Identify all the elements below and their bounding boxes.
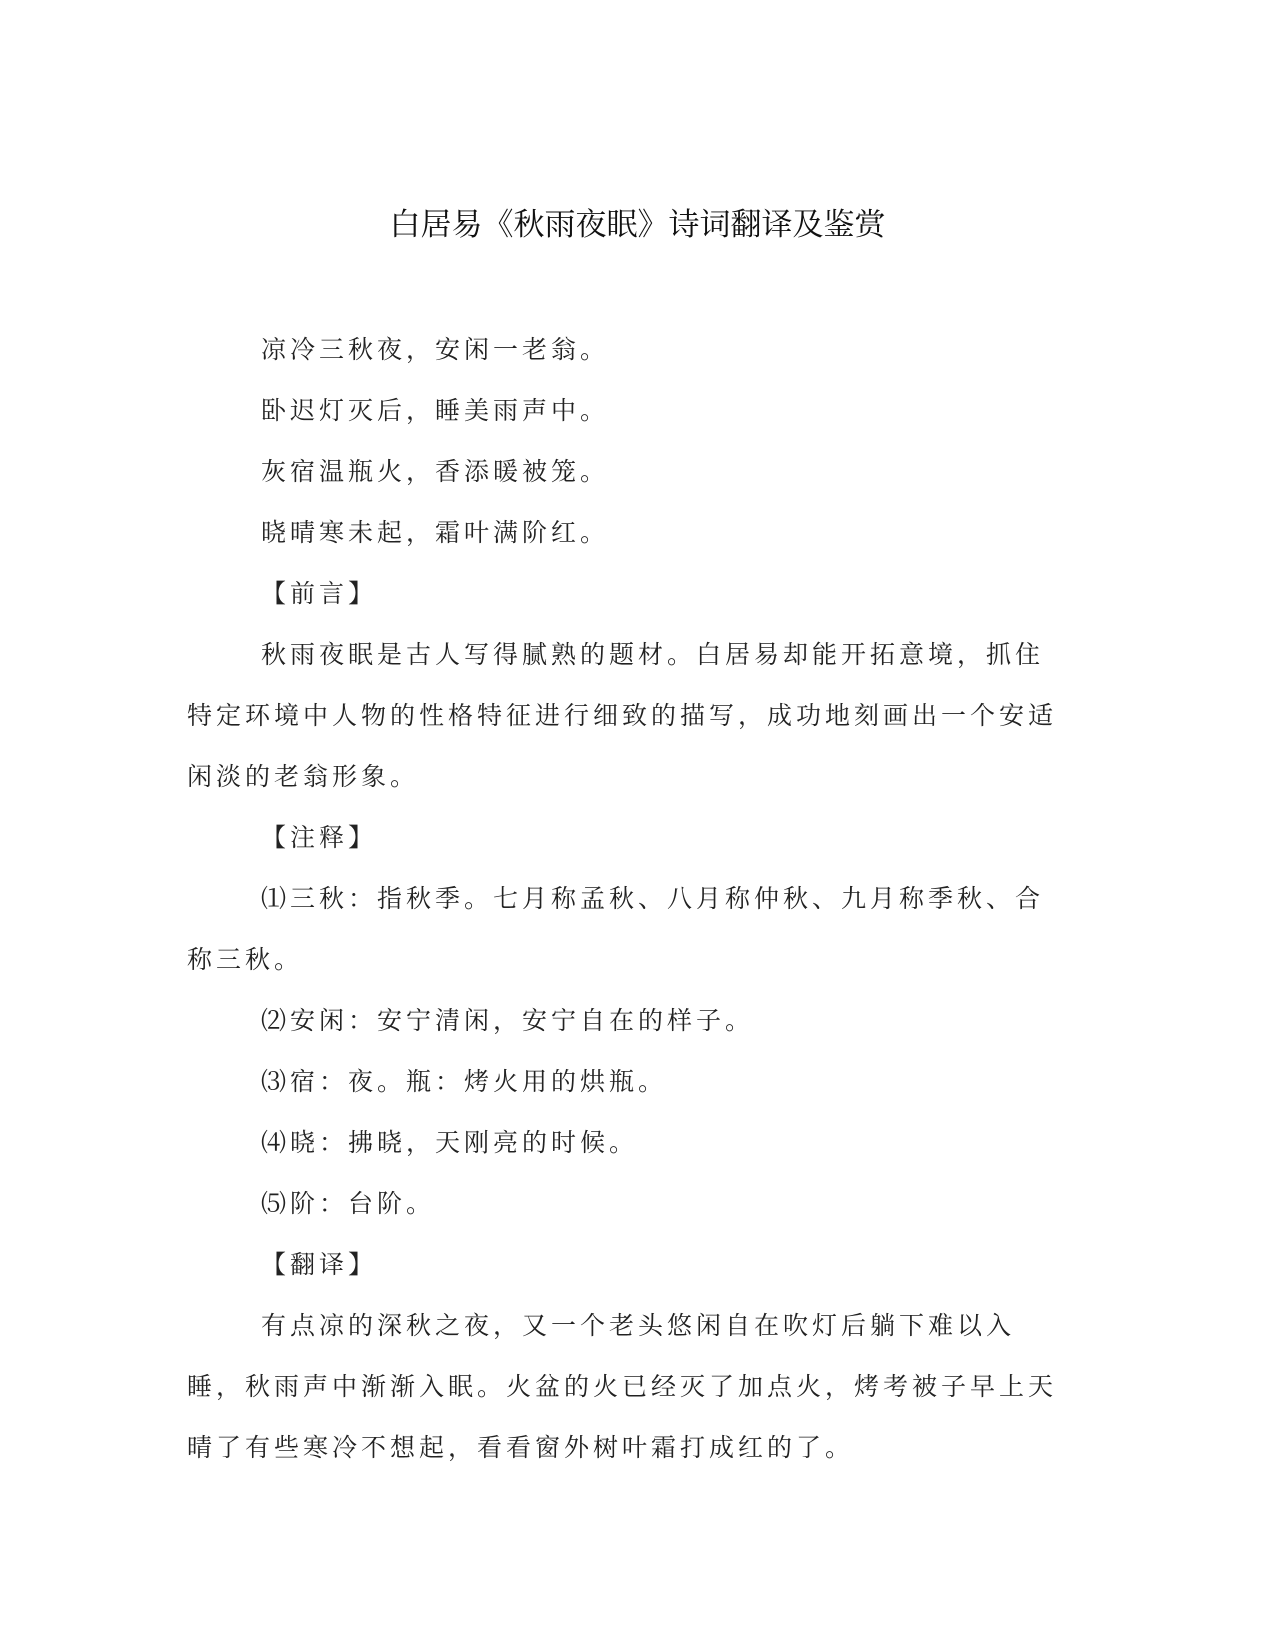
poem-line: 晓晴寒未起，霜叶满阶红。 <box>261 518 610 547</box>
poem-line: 凉冷三秋夜，安闲一老翁。 <box>261 335 610 364</box>
note-item: ⑶宿：夜。瓶：烤火用的烘瓶。 <box>261 1067 668 1096</box>
translation-heading: 【翻译】 <box>261 1250 378 1279</box>
note-item: ⑸阶：台阶。 <box>261 1189 436 1218</box>
poem <box>187 319 1067 563</box>
document-body <box>187 319 1067 1478</box>
note-item: ⑷晓：拂晓，天刚亮的时候。 <box>261 1128 639 1157</box>
poem-line: 卧迟灯灭后，睡美雨声中。 <box>261 396 610 425</box>
poem-line: 灰宿温瓶火，香添暖被笼。 <box>261 457 610 486</box>
document-title: 白居易《秋雨夜眠》诗词翻译及鉴赏 <box>389 207 886 243</box>
note-item: ⑵安闲：安宁清闲，安宁自在的样子。 <box>261 1006 755 1035</box>
note-item: ⑴三秋：指秋季。七月称孟秋、八月称仲秋、九月称季秋、合称三秋。 <box>187 884 1045 974</box>
translation-text: 有点凉的深秋之夜，又一个老头悠闲自在吹灯后躺下难以入睡，秋雨声中渐渐入眠。火盆的火已经灭了加点火，烤考被子早上天晴了有些寒冷不想起，看看窗外树叶霜打成红的了。 <box>187 1311 1058 1462</box>
preface-heading: 【前言】 <box>261 579 378 608</box>
notes-heading: 【注释】 <box>261 823 378 852</box>
preface-text: 秋雨夜眠是古人写得腻熟的题材。白居易却能开拓意境，抓住特定环境中人物的性格特征进行细致的描写，成功地刻画出一个安适闲淡的老翁形象。 <box>187 640 1058 791</box>
